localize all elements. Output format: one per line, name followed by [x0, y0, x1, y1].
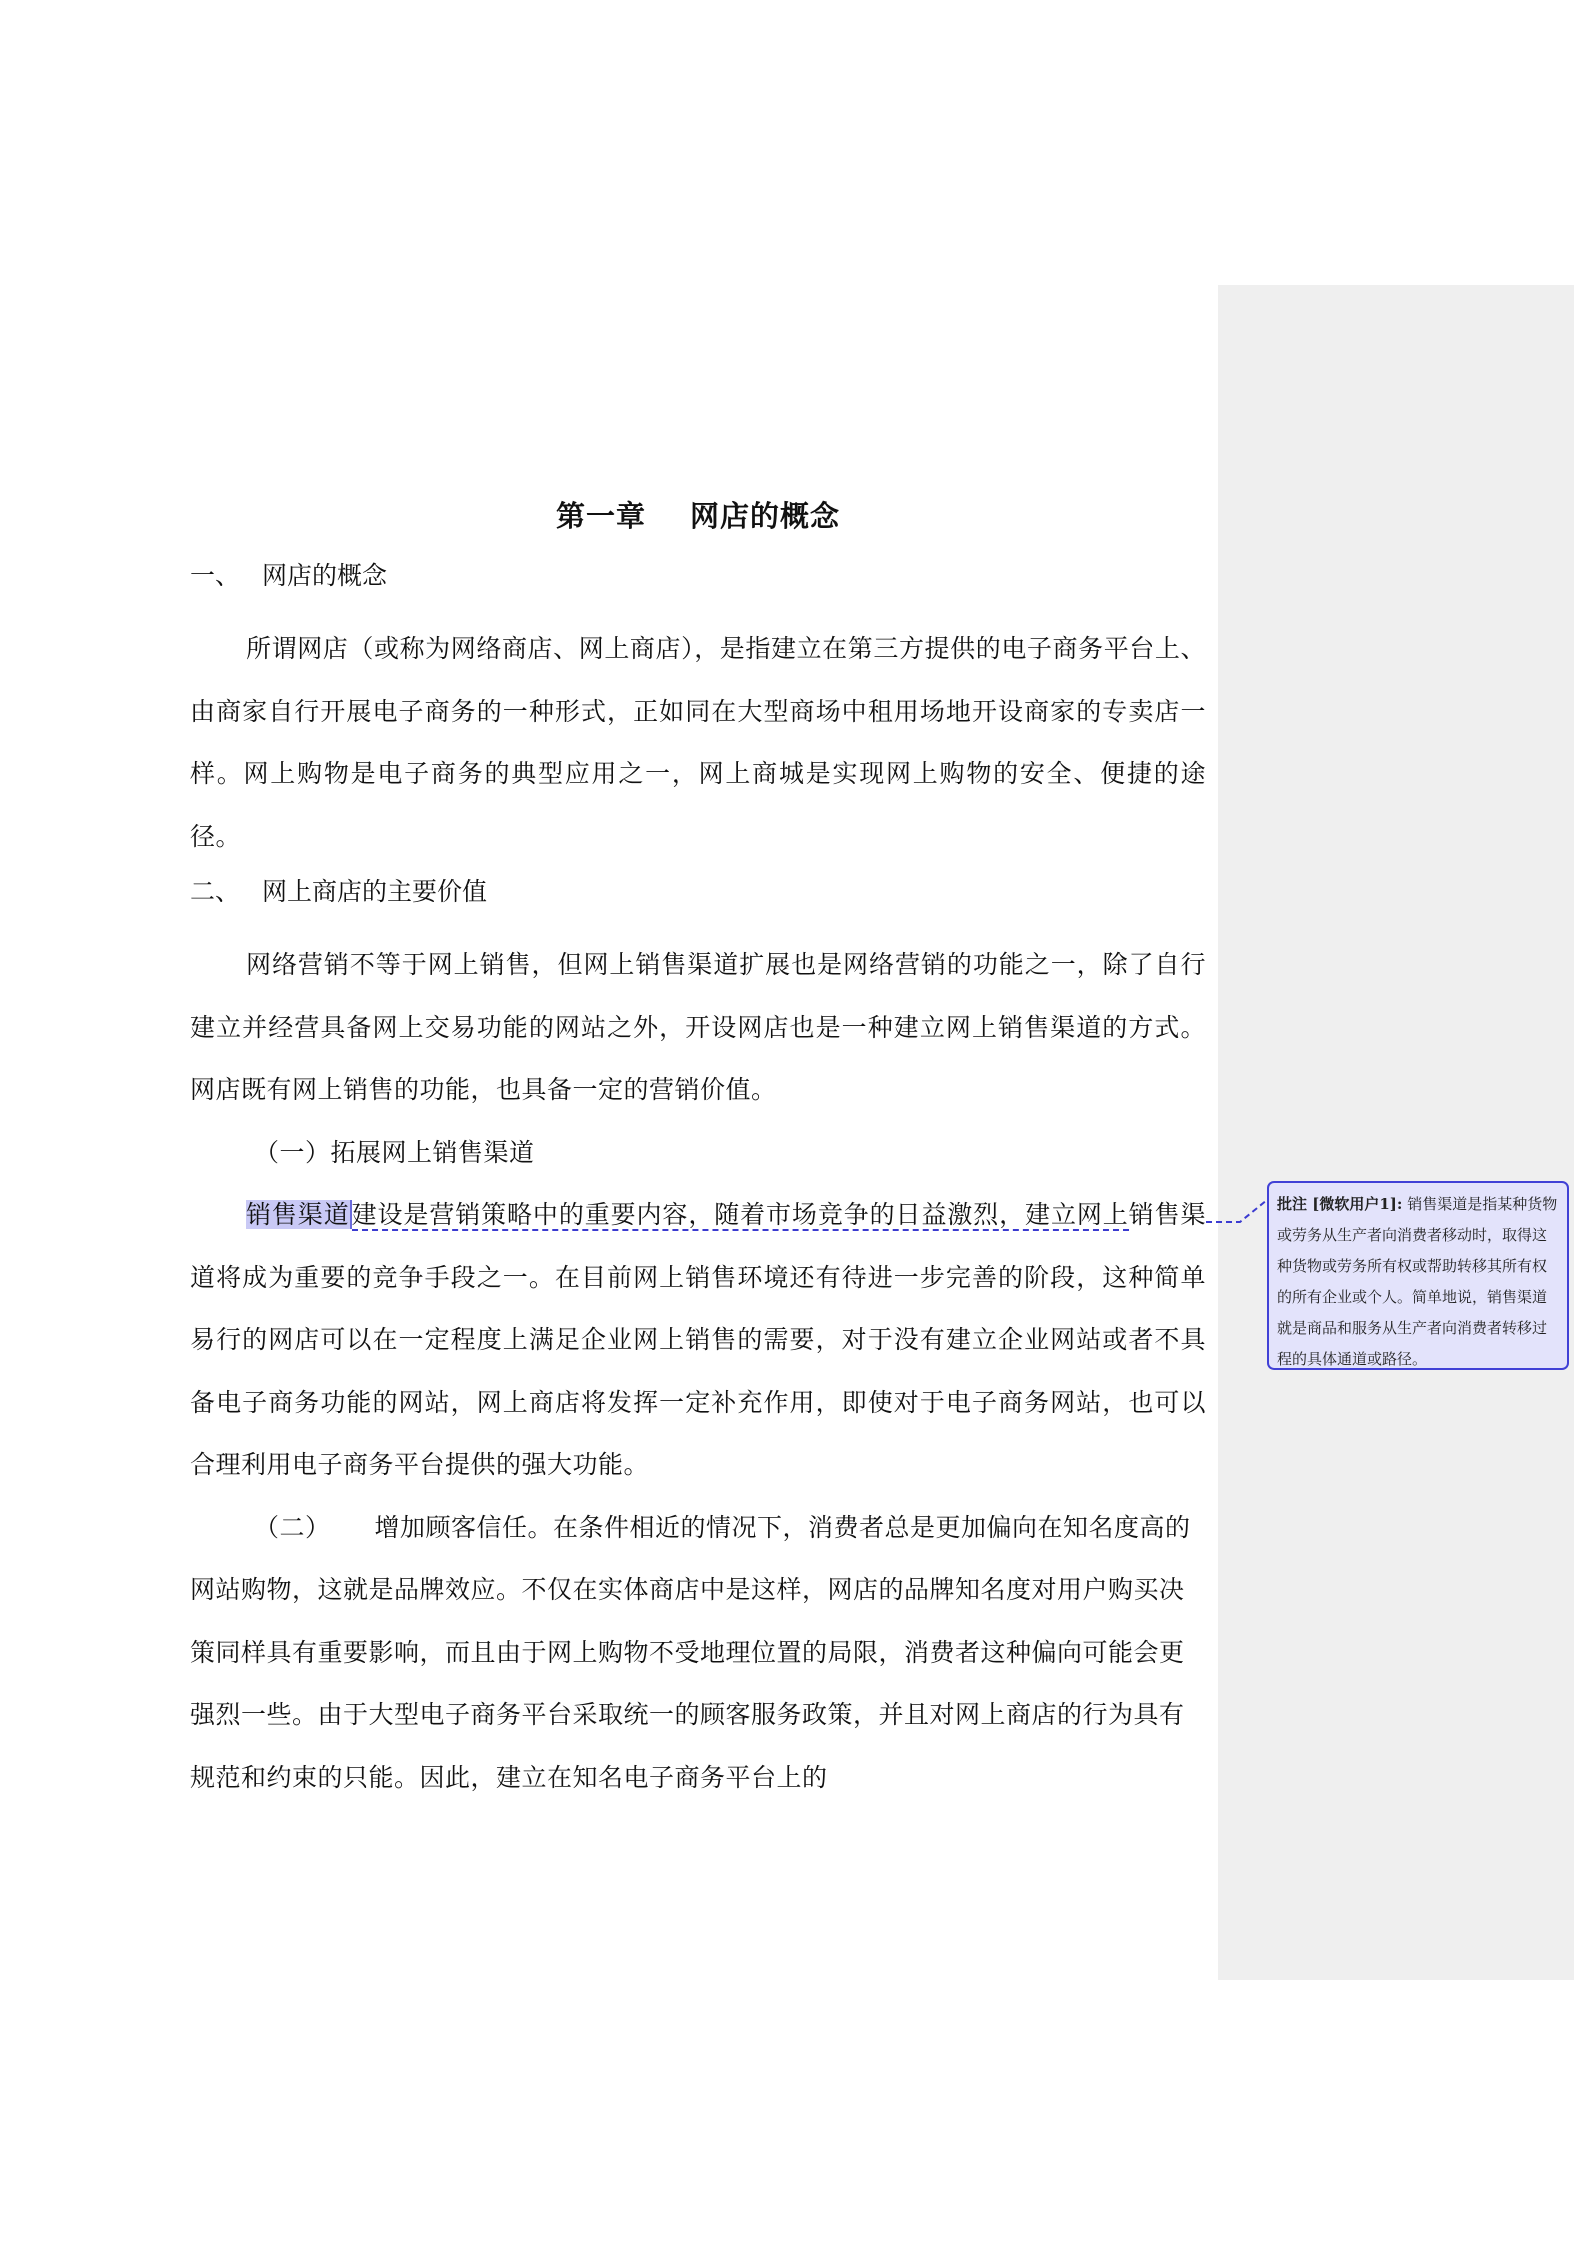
comment-margin-pane — [1218, 285, 1574, 1980]
subheading-2-number: （二） — [254, 1512, 331, 1542]
commented-text[interactable]: 销售渠道 — [246, 1200, 350, 1229]
paragraph-4-text: 增加顾客信任。在条件相近的情况下，消费者总是更加偏向在知名度高的网站购物，这就是品牌效应。不仅在实体商店中是这样，网店的品牌知名度对用户购买决策同样具有重要影响，而且由于网上购物不受地理位置的局限，消费者这种偏向可能会更强烈一些。由于大型电子商务平台采取统一的顾客服务政策，并且对网上商店的行为具有规范和约束的只能。因此，建立在知名电子商务平台上的 — [190, 1512, 1191, 1792]
chapter-number: 第一章 — [555, 499, 646, 533]
section-heading-1 — [190, 556, 1206, 618]
section-label: 网上商店的主要价值 — [262, 877, 488, 906]
section-label: 网店的概念 — [262, 561, 388, 590]
comment-author: 批注 [微软用户1]: — [1277, 1195, 1403, 1213]
subheading-1: （一）拓展网上销售渠道 — [254, 1137, 535, 1167]
paragraph-4 — [190, 1497, 1206, 1810]
comment-balloon[interactable] — [1267, 1181, 1569, 1370]
chapter-title — [190, 490, 1206, 542]
comment-text: 销售渠道是指某种货物或劳务从生产者向消费者移动时，取得这种货物或劳务所有权或帮助转移其所有权的所有企业或个人。简单地说，销售渠道就是商品和服务从生产者向消费者转移过程的具体通道或路径。 — [1277, 1195, 1558, 1368]
paragraph-2: 网络营销不等于网上销售，但网上销售渠道扩展也是网络营销的功能之一，除了自行建立并经营具备网上交易功能的网站之外，开设网店也是一种建立网上销售渠道的方式。网店既有网上销售的功能，也具备一定的营销价值。 — [190, 950, 1206, 1104]
paragraph-3-rest: 销售渠道将成为重要的竞争手段之一。在目前网上销售环境还有待进一步完善的阶段，这种简单易行的网店可以在一定程度上满足企业网上销售的需要，对于没有建立企业网站或者不具备电子商务功能的网站，网上商店将发挥一定补充作用，即使对于电子商务网站，也可以合理利用电子商务平台提供的强大功能。 — [190, 1200, 1206, 1479]
section-number: 二、 — [190, 877, 241, 906]
paragraph-3 — [190, 1184, 1206, 1497]
section-number: 一、 — [190, 561, 241, 590]
chapter-name: 网店的概念 — [690, 499, 841, 533]
section-heading-2 — [190, 872, 1206, 934]
document-body[interactable] — [190, 490, 1206, 1809]
paragraph-1: 所谓网店（或称为网络商店、网上商店），是指建立在第三方提供的电子商务平台上、由商家自行开展电子商务的一种形式，正如同在大型商场中租用场地开设商家的专卖店一样。网上购物是电子商务的典型应用之一，网上商城是实现网上购物的安全、便捷的途径。 — [190, 634, 1206, 851]
comment-anchor-line: 建设是营销策略中的重要内容，随着市场竞争的日益激烈，建立网上 — [351, 1200, 1129, 1229]
